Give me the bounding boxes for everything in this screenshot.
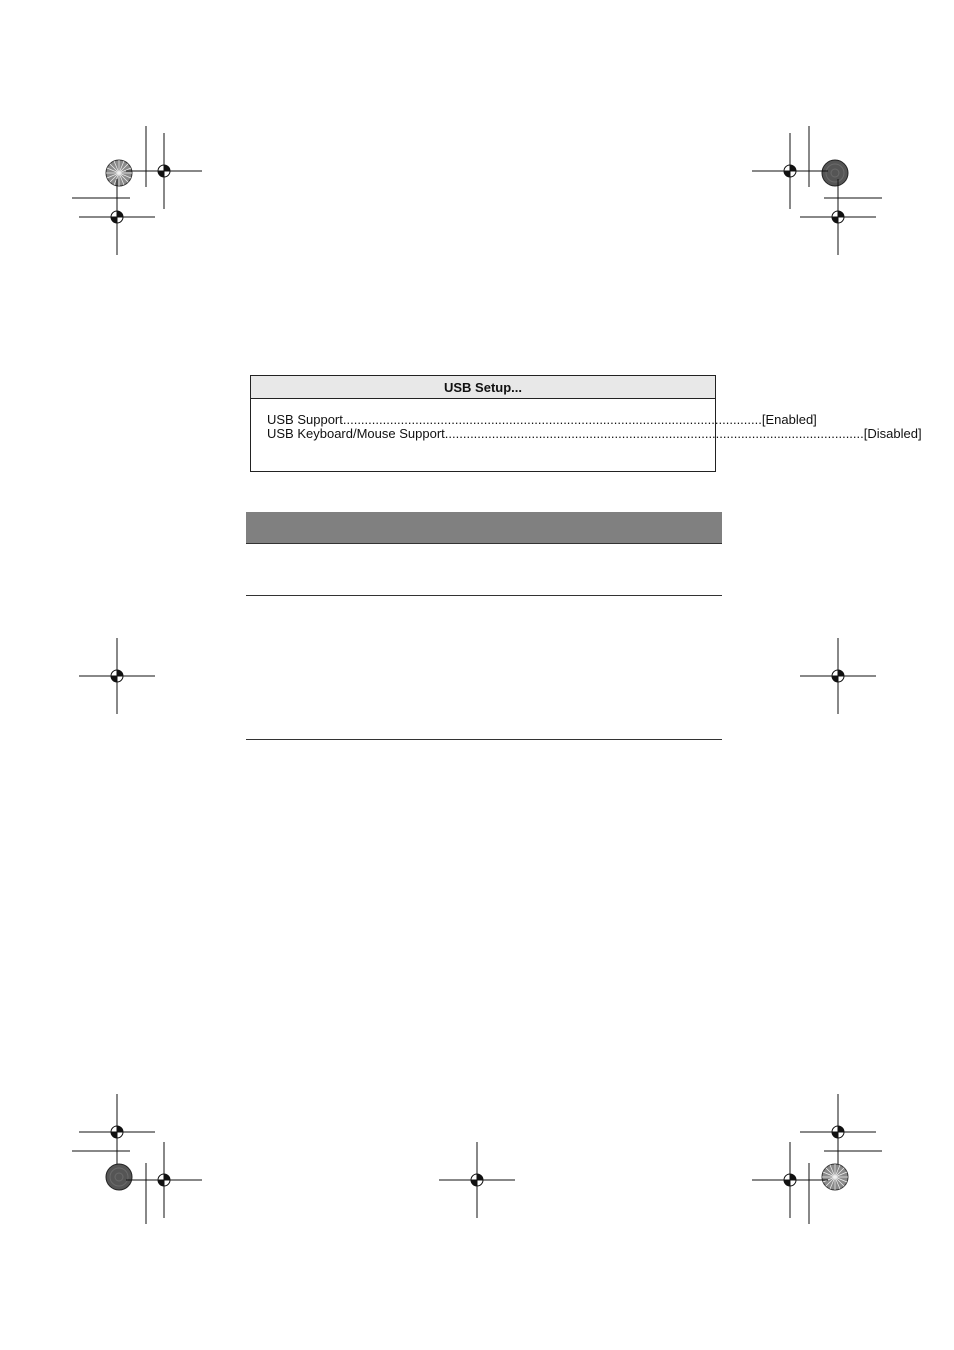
registration-mark-icon xyxy=(439,1142,515,1218)
table-header xyxy=(246,512,722,544)
setting-name: USB Support xyxy=(267,412,343,427)
registration-mark-icon xyxy=(752,133,828,209)
setting-name: USB Keyboard/Mouse Support xyxy=(267,426,445,441)
leader-dots: .................................................................................................................... xyxy=(444,426,864,441)
registration-mark-icon xyxy=(800,638,876,714)
setting-value: [Enabled] xyxy=(761,412,817,427)
setting-usb-support[interactable] xyxy=(267,412,817,427)
usb-setup-title: USB Setup... xyxy=(251,376,715,399)
color-wheel-icon xyxy=(106,1164,132,1190)
registration-mark-icon xyxy=(79,179,155,255)
registration-mark-icon xyxy=(79,1094,155,1170)
registration-mark-icon xyxy=(752,1142,828,1218)
table-row-divider xyxy=(246,595,722,596)
registration-mark-icon xyxy=(79,638,155,714)
setting-usb-keyboard-mouse-support[interactable] xyxy=(267,426,922,441)
leader-dots: .................................................................................................................... xyxy=(342,412,762,427)
color-wheel-icon xyxy=(106,160,132,186)
color-wheel-icon xyxy=(822,160,848,186)
registration-mark-icon xyxy=(800,1094,876,1170)
setting-value: [Disabled] xyxy=(863,426,922,441)
registration-mark-icon xyxy=(126,133,202,209)
color-wheel-icon xyxy=(822,1164,848,1190)
registration-mark-icon xyxy=(126,1142,202,1218)
usb-setup-settings xyxy=(251,399,922,441)
usb-setup-panel xyxy=(250,375,922,472)
table-bottom-rule xyxy=(246,739,722,740)
registration-mark-icon xyxy=(800,179,876,255)
